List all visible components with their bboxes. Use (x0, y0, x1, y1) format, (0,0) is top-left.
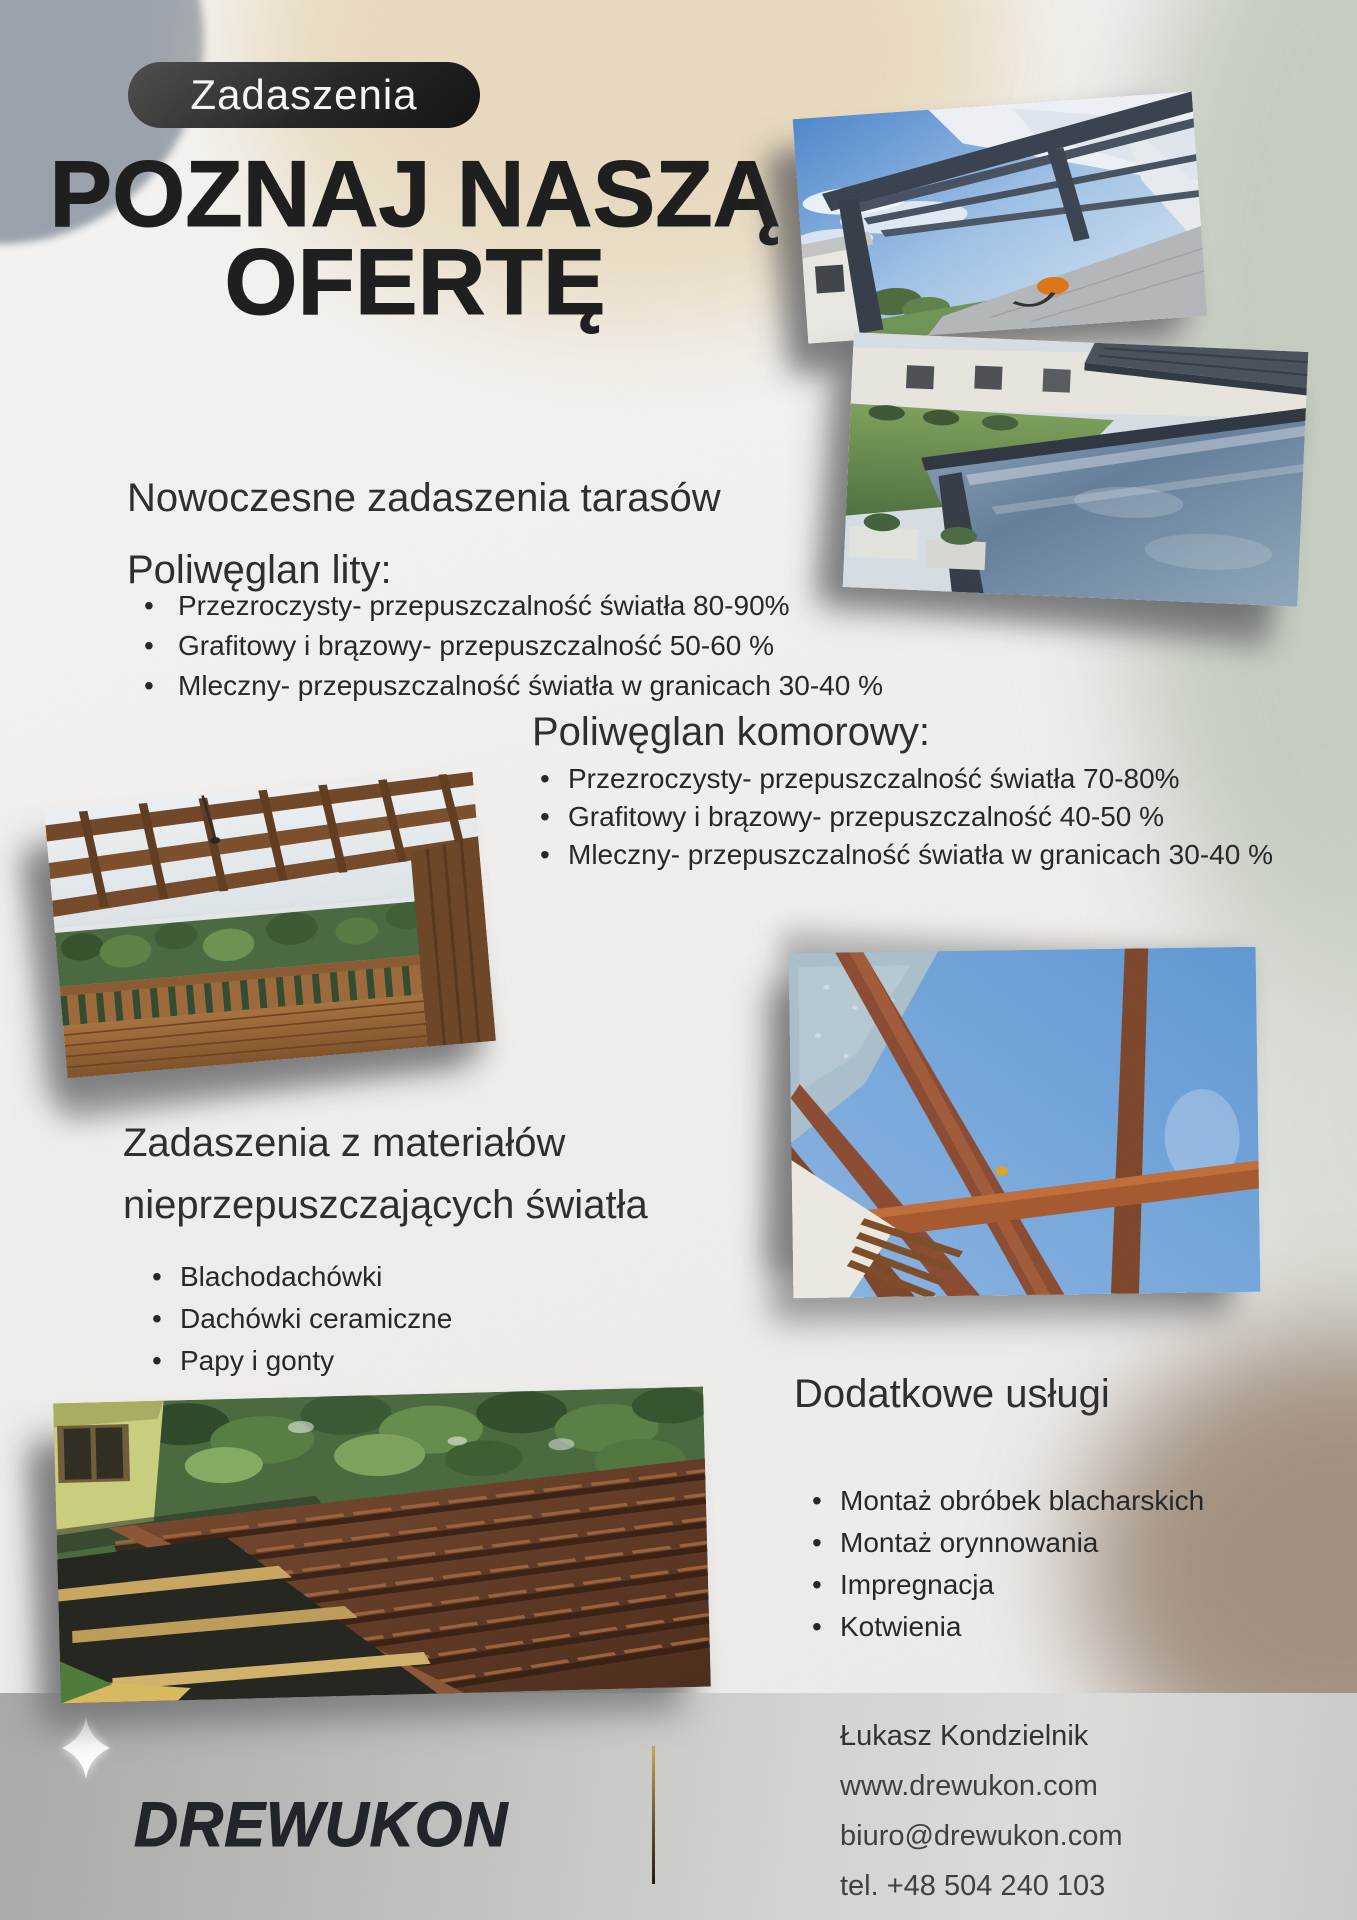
list-nieprzepuszczajace (152, 1256, 452, 1382)
page-title-line1: POZNAJ NASZĄ (49, 141, 781, 246)
section-heading-dodatkowe-uslugi (794, 1372, 1110, 1416)
section-heading-line: Dodatkowe usługi (794, 1372, 1110, 1416)
list-item: • Mleczny- przepuszczalność światła w granicach 30-40 % (144, 666, 883, 706)
list-item: • Grafitowy i brązowy- przepuszczalność 50-60 % (144, 626, 883, 666)
contact-name: Łukasz Kondzielnik (840, 1720, 1089, 1752)
footer-divider (652, 1746, 655, 1884)
list-item: • Kotwienia (812, 1606, 1204, 1648)
sparkle-icon (62, 1717, 110, 1779)
section-heading-poliweglan-komorowy (532, 710, 930, 754)
list-item: • Impregnacja (812, 1564, 1204, 1606)
contact-email: biuro@drewukon.com (840, 1820, 1123, 1852)
photo-canopy-underside (789, 947, 1261, 1298)
section-heading-line: Zadaszenia z materiałów (123, 1121, 566, 1165)
photo-terrace (44, 772, 496, 1078)
contact-phone: tel. +48 504 240 103 (840, 1870, 1106, 1902)
section-heading-poliweglan-lity (127, 462, 721, 606)
list-item: • Grafitowy i brązowy- przepuszczalność 40-50 % (540, 798, 1273, 836)
list-poliweglan-lity (144, 586, 883, 706)
list-item: • Mleczny- przepuszczalność światła w granicach 30-40 % (540, 836, 1273, 874)
photo-canopy-side (793, 91, 1208, 343)
list-item: • Montaż obróbek blacharskich (812, 1480, 1204, 1522)
list-item: • Przezroczysty- przepuszczalność światła 80-90% (144, 586, 883, 626)
list-dodatkowe-uslugi (812, 1480, 1204, 1648)
page-title-line2: OFERTĘ (224, 229, 606, 334)
section-heading-line: nieprzepuszczających światła (123, 1183, 648, 1227)
list-item: • Dachówki ceramiczne (152, 1298, 452, 1340)
brand-logo: DREWUKON (134, 1790, 509, 1860)
category-badge-label: Zadaszenia (190, 71, 418, 118)
section-heading-nieprzepuszczajace (123, 1112, 648, 1236)
footer (0, 1693, 1357, 1920)
category-badge (128, 62, 480, 128)
section-heading-line: Poliwęglan komorowy: (532, 710, 930, 754)
section-heading-line: Poliwęglan lity: (127, 548, 392, 592)
photo-canopy-roof (843, 332, 1309, 607)
list-item: • Przezroczysty- przepuszczalność światła 70-80% (540, 760, 1273, 798)
section-heading-line: Nowoczesne zadaszenia tarasów (127, 476, 721, 520)
contact-block (840, 1711, 1123, 1911)
list-item: • Montaż orynnowania (812, 1522, 1204, 1564)
photo-roof-tiles (53, 1387, 711, 1704)
list-item: • Blachodachówki (152, 1256, 452, 1298)
list-item: • Papy i gonty (152, 1340, 452, 1382)
page-title (20, 141, 810, 334)
list-poliweglan-komorowy (540, 760, 1273, 874)
contact-website: www.drewukon.com (840, 1770, 1098, 1802)
